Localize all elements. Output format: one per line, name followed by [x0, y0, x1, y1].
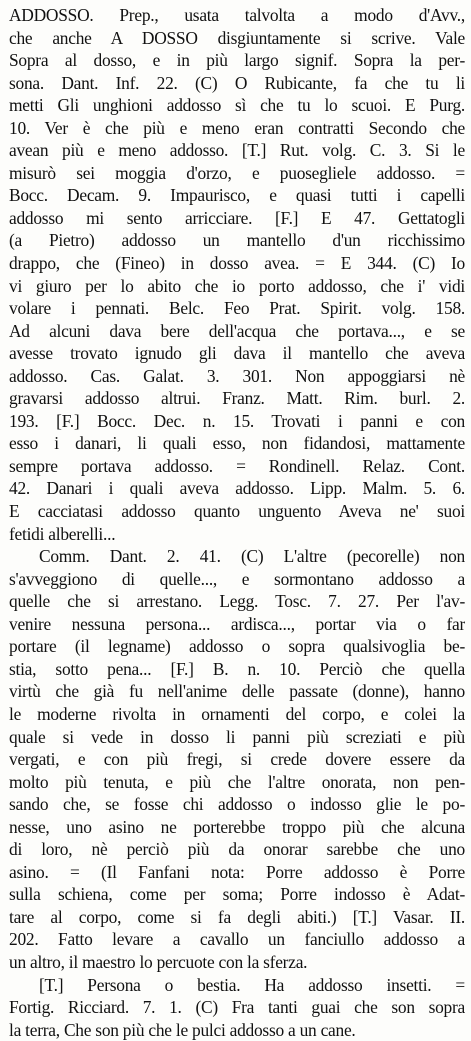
text-line: [T.] Persona o bestia. Ha addosso insetti. = [39, 974, 465, 995]
text-line: che anche A DOSSO disgiuntamente si scrive. Vale [9, 27, 465, 48]
text-line: quale si vede in dosso li panni più screziati e più [9, 726, 465, 747]
text-line: Ad alcuni dava bere dell'acqua che portava..., e se [9, 320, 465, 341]
text-line: (a Pietro) addosso un mantello d'un ricchissimo [9, 230, 465, 251]
text-line: sulla schiena, come per soma; Porre indosso è Adat- [9, 884, 465, 905]
text-line: un altro, il maestro lo percuote con la sferza. [9, 951, 308, 972]
text-line: Fortig. Ricciard. 7. 1. (C) Fra tanti guai che son sopra [9, 997, 465, 1018]
text-line: la terra, Che son più che le pulci addosso a un cane. [9, 1019, 356, 1040]
text-line: sando che, se fosse chi addosso o indosso glie le po- [9, 794, 465, 815]
text-line: stia, sotto pena... [F.] B. n. 10. Perciò che quella [9, 658, 465, 679]
text-line: addosso mi sento arricciare. [F.] E 47. Gettatogli [9, 207, 465, 228]
text-line: tare al corpo, come si fa degli abiti.) [T.] Vasar. II. [9, 906, 465, 927]
text-line: sempre portava addosso. = Rondinell. Relaz. Cont. [9, 455, 465, 476]
text-line: metti Gli unghioni addosso sì che tu lo scuoi. E Purg. [9, 95, 465, 116]
text-line: 202. Fatto levare a cavallo un fanciullo addosso a [9, 929, 465, 950]
text-line: le moderne rivolta in ornamenti del corpo, e colei la [9, 703, 465, 724]
text-line: avean più e meno addosso. [T.] Rut. volg. C. 3. Si le [9, 140, 465, 161]
text-line: fetidi alberelli... [9, 523, 116, 544]
text-line: ADDOSSO. Prep., usata talvolta a modo d'Avv., [9, 5, 465, 25]
text-line: avesse trovato ignudo gli dava il mantello che aveva [9, 343, 465, 364]
text-line: di loro, nè perciò più da onorar sarebbe che uno [9, 839, 465, 860]
text-line: addosso. Cas. Galat. 3. 301. Non appoggiarsi nè [9, 365, 465, 386]
text-line: venire nessuna persona... ardisca..., portar via o far [9, 613, 465, 634]
text-line: Comm. Dant. 2. 41. (C) L'altre (pecorelle) non [39, 546, 465, 567]
text-line: misurò sei moggia d'orzo, e puosegliele addosso. = [9, 162, 465, 183]
text-line: gravarsi addosso altrui. Franz. Matt. Rim. burl. 2. [9, 388, 465, 409]
text-line: 193. [F.] Bocc. Dec. n. 15. Trovati i panni e con [9, 410, 465, 431]
text-line: Sopra al dosso, e in più largo signif. Sopra la per- [9, 50, 465, 71]
text-line: 42. Danari i quali aveva addosso. Lipp. Malm. 5. 6. [9, 478, 465, 499]
text-line: asino. = (Il Fanfani nota: Porre addosso è Porre [9, 861, 465, 882]
text-line: portare (il legname) addosso o sopra qualsivoglia be- [9, 636, 465, 657]
text-line: nesse, uno asino ne porterebbe troppo più che alcuna [9, 816, 465, 837]
text-line: molto più tenuta, e più che l'altre onorata, non pen- [9, 771, 465, 792]
text-line: virtù che già fu nell'anime delle passate (donne), hanno [9, 681, 465, 702]
text-line: E cacciatasi addosso quanto unguento Aveva ne' suoi [9, 501, 465, 522]
text-line: drappo, che (Fineo) in dosso avea. = E 344. (C) Io [9, 253, 465, 274]
text-line: 10. Ver è che più e meno eran contratti Secondo che [9, 117, 465, 138]
text-line: sona. Dant. Inf. 22. (C) O Rubicante, fa che tu li [9, 72, 465, 93]
text-line: Bocc. Decam. 9. Impaurisco, e quasi tutti i capelli [9, 185, 465, 206]
dictionary-entry-addosso [9, 4, 465, 1041]
text-line: s'avveggiono di quelle..., e sormontano addosso a [9, 568, 465, 589]
text-line: esso i danari, li quali esso, non fidandosi, mattamente [9, 433, 465, 454]
text-line: quelle che si arrestano. Legg. Tosc. 7. 27. Per l'av- [9, 591, 465, 612]
text-line: vergati, e con più fregi, si crede dovere essere da [9, 749, 465, 770]
text-line: volare i pennati. Belc. Feo Prat. Spirit. volg. 158. [9, 298, 465, 319]
text-line: vi giuro per lo abito che io porto addosso, che i' vidi [9, 275, 465, 296]
